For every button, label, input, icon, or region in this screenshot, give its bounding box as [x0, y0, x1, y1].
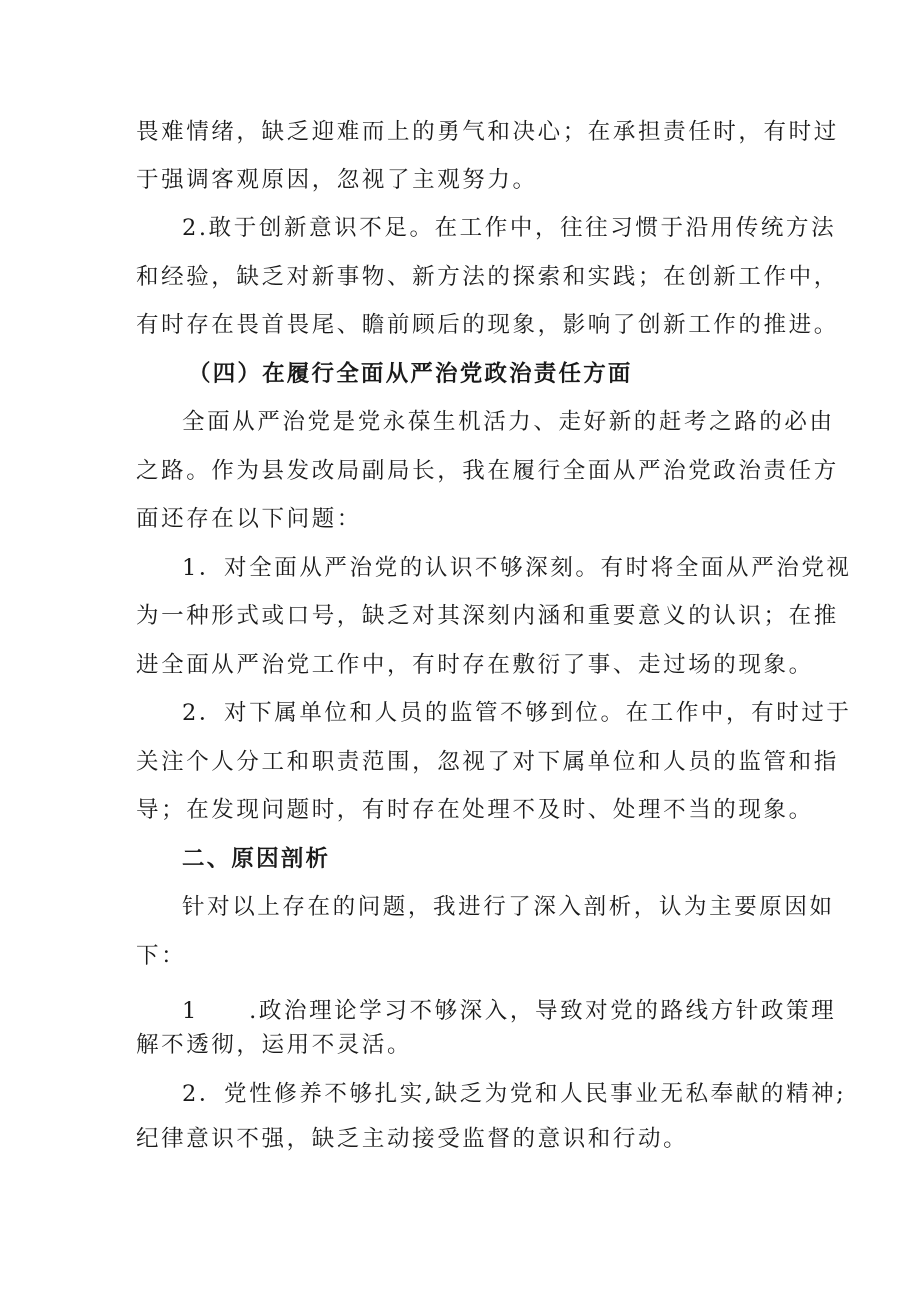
paragraph-line: 于强调客观原因，忽视了主观努力。 — [136, 167, 538, 193]
paragraph-line: 之路。作为县发改局副局长，我在履行全面从严治党政治责任方 — [136, 458, 839, 484]
paragraph-line: 全面从严治党是党永葆生机活力、走好新的赶考之路的必由 — [182, 409, 835, 435]
list-item-line: 2．党性修养不够扎实,缺乏为党和人民事业无私奉献的精神; — [182, 1081, 847, 1107]
paragraph-line: 面还存在以下问题： — [136, 506, 362, 532]
list-item-line: 2．对下属单位和人员的监管不够到位。在工作中，有时过于 — [182, 700, 852, 726]
paragraph-line: 针对以上存在的问题，我进行了深入剖析，认为主要原因如 — [182, 894, 835, 920]
paragraph-line: 畏难情绪，缺乏迎难而上的勇气和决心；在承担责任时，有时过 — [136, 119, 839, 145]
section-heading: （四）在履行全面从严治党政治责任方面 — [188, 361, 633, 387]
paragraph-line: 和经验，缺乏对新事物、新方法的探索和实践；在创新工作中， — [136, 264, 839, 290]
paragraph-line: 下： — [136, 943, 187, 969]
section-heading: 二、原因剖析 — [182, 846, 331, 872]
list-item-line: 1 .政治理论学习不够深入，导致对党的路线方针政策理 — [182, 998, 837, 1024]
list-item-line: 2.敢于创新意识不足。在工作中，往往习惯于沿用传统方法 — [182, 215, 837, 241]
paragraph-line: 解不透彻，运用不灵活。 — [136, 1032, 413, 1058]
paragraph-line: 导；在发现问题时，有时存在处理不及时、处理不当的现象。 — [136, 797, 814, 823]
paragraph-line: 进全面从严治党工作中，有时存在敷衍了事、走过场的现象。 — [136, 652, 814, 678]
paragraph-line: 有时存在畏首畏尾、瞻前顾后的现象，影响了创新工作的推进。 — [136, 312, 839, 338]
paragraph-line: 纪律意识不强，缺乏主动接受监督的意识和行动。 — [136, 1126, 689, 1152]
list-item-line: 1．对全面从严治党的认识不够深刻。有时将全面从严治党视 — [182, 555, 852, 581]
paragraph-line: 关注个人分工和职责范围，忽视了对下属单位和人员的监管和指 — [136, 749, 839, 775]
paragraph-line: 为一种形式或口号，缺乏对其深刻内涵和重要意义的认识；在推 — [136, 603, 839, 629]
